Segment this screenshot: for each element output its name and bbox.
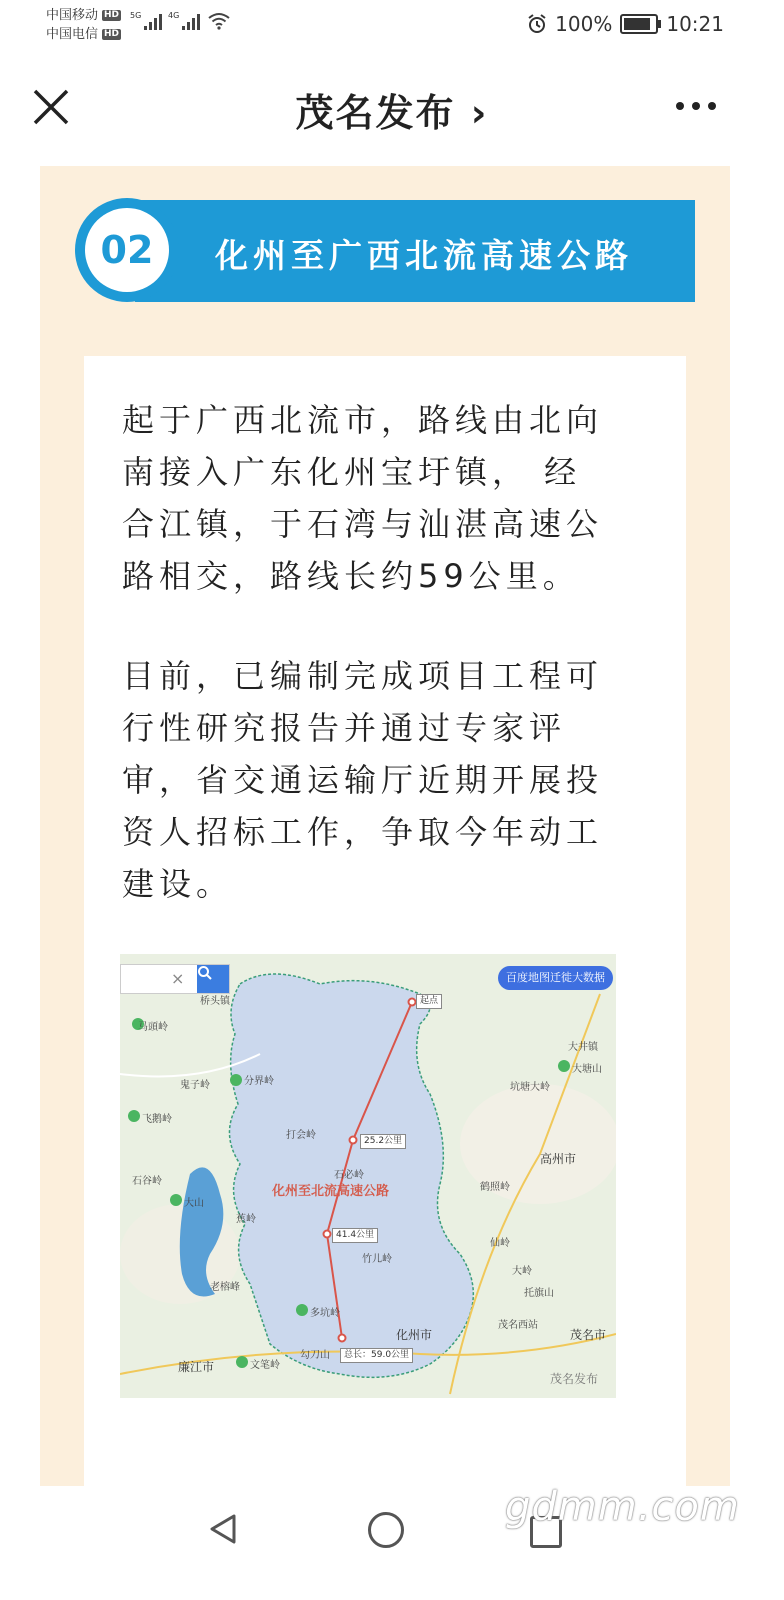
- article-paragraph-1: 起于广西北流市，路线由北向南接入广东化州宝圩镇， 经合江镇，于石湾与汕湛高速公路相交，路线长约59公里。: [122, 401, 604, 595]
- map-town: 托旗山: [524, 1288, 554, 1299]
- map-city: 茂名市: [570, 1328, 607, 1342]
- map-distance-1: 25.2公里: [360, 1134, 406, 1149]
- map-search-box[interactable]: [120, 964, 230, 994]
- map-town: 石必岭: [334, 1170, 364, 1181]
- status-bar: [0, 0, 784, 56]
- map-town: 桥头镇: [200, 996, 230, 1007]
- map-pin: [170, 1194, 182, 1206]
- clock: 10:21: [666, 12, 724, 36]
- section-title: 化州至广西北流高速公路: [215, 236, 633, 275]
- map-city: 廉江市: [178, 1360, 215, 1374]
- carrier-2-label: 中国电信: [46, 27, 99, 42]
- signal-indicators: [132, 12, 230, 30]
- map-distance-2: 41.4公里: [332, 1228, 378, 1243]
- map-town: 多坑岭: [310, 1308, 340, 1319]
- map-city: 化州市: [396, 1328, 433, 1342]
- carrier-2: [46, 25, 121, 44]
- map-station: 茂名西站: [498, 1320, 538, 1331]
- map-pin: [230, 1074, 242, 1086]
- map-clear-icon[interactable]: ×: [171, 969, 185, 988]
- map-town: 竹儿岭: [362, 1254, 392, 1265]
- section-number-badge: [75, 198, 179, 302]
- map-town: 勾刀山: [300, 1350, 330, 1361]
- map-town: 文笔岭: [250, 1360, 280, 1371]
- battery-percent: 100%: [555, 12, 613, 36]
- article-paragraph-2: 目前，已编制完成项目工程可行性研究报告并通过专家评审，省交通运输厅近期开展投资人招标工作，争取今年动工建设。: [122, 657, 604, 903]
- alarm-icon: [527, 14, 547, 34]
- map-pin: [296, 1304, 308, 1316]
- wifi-icon: [208, 12, 230, 30]
- map-town: 大井镇: [568, 1042, 598, 1053]
- map-town: 飞鹅岭: [142, 1114, 172, 1125]
- map-pin: [236, 1356, 248, 1368]
- hd-badge: HD: [104, 10, 120, 20]
- map-pin: [128, 1110, 140, 1122]
- network-4g-label: 4G: [168, 11, 180, 20]
- map-badge[interactable]: 百度地图迁徙大数据: [498, 966, 613, 990]
- map-pin: [558, 1060, 570, 1072]
- carrier-1: [46, 6, 121, 25]
- system-nav-bar: [0, 1484, 784, 1600]
- map-town: 大山: [184, 1198, 204, 1209]
- map-town: 鹤照岭: [480, 1182, 510, 1193]
- home-circle-icon[interactable]: [368, 1512, 404, 1548]
- map-route-label: 化州至北流高速公路: [272, 1184, 390, 1199]
- back-triangle-icon[interactable]: [206, 1512, 240, 1546]
- map-town: 石谷岭: [132, 1176, 162, 1187]
- signal-5g-icon: [130, 11, 162, 30]
- page-title[interactable]: 茂名发布 ›: [295, 91, 489, 135]
- map-start-label: 起点: [416, 994, 442, 1009]
- map-town: 分界岭: [244, 1076, 274, 1087]
- network-5g-label: 5G: [130, 11, 142, 20]
- map-town: 大岭: [512, 1266, 532, 1277]
- section-header: [75, 198, 695, 302]
- map-watermark: 茂名发布: [550, 1372, 599, 1386]
- battery-icon: [620, 14, 658, 34]
- hd-badge: HD: [104, 29, 120, 39]
- map-canvas: [120, 954, 616, 1398]
- map-city: 高州市: [540, 1152, 577, 1166]
- map-search-icon[interactable]: [197, 965, 229, 993]
- map-town: 坑塘大岭: [510, 1082, 550, 1093]
- map-town: 老榕峰: [210, 1282, 240, 1293]
- carrier-1-label: 中国移动: [46, 8, 99, 23]
- route-map-image[interactable]: [120, 954, 616, 1398]
- map-town: 蕉岭: [236, 1214, 256, 1225]
- map-total-distance: 总长：59.0公里: [340, 1348, 413, 1363]
- carrier-info: [46, 6, 121, 44]
- map-town: 鬼子岭: [180, 1080, 210, 1091]
- signal-4g-icon: [168, 11, 200, 30]
- section-number: 02: [85, 208, 169, 292]
- site-watermark: gdmm.com: [505, 1484, 740, 1530]
- status-right: [527, 12, 724, 36]
- map-town: 马頭岭: [138, 1022, 168, 1033]
- map-town: 大塘山: [572, 1064, 602, 1075]
- title-bar: [0, 62, 784, 152]
- map-town: 仙岭: [490, 1238, 510, 1249]
- map-town: 打会岭: [286, 1130, 316, 1141]
- more-options-icon[interactable]: [676, 102, 716, 110]
